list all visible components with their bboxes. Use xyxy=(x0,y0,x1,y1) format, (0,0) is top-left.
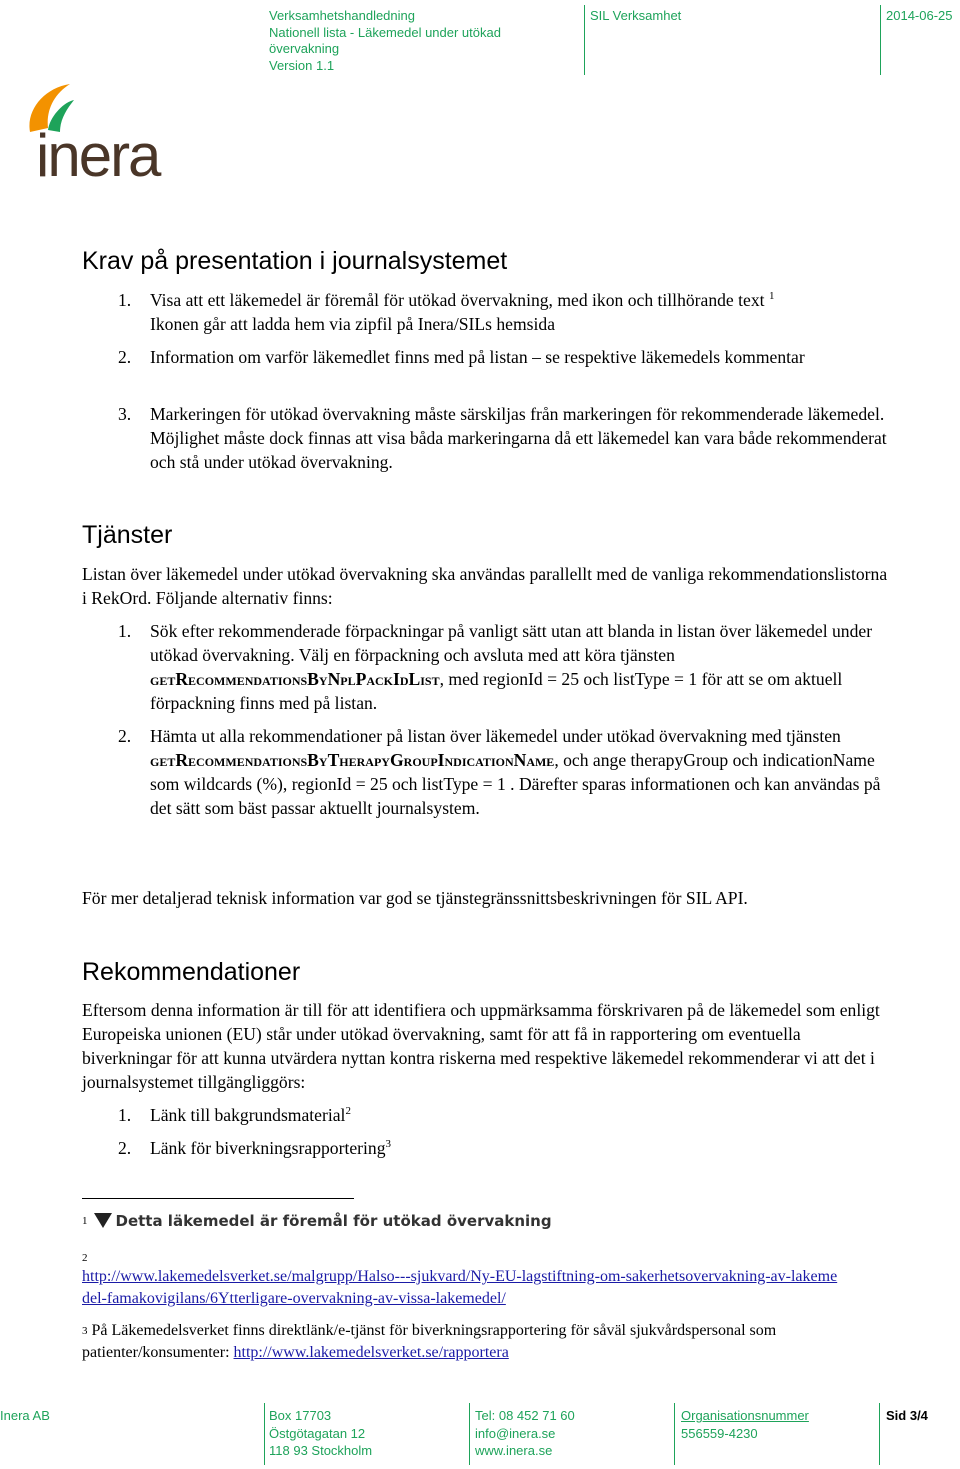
services-intro: Listan över läkemedel under utökad övervakning ska användas parallellt med de vanliga rekommendationslistorna i RekOrd. Följande alternativ finns: xyxy=(82,564,888,608)
black-triangle-icon xyxy=(94,1213,112,1228)
footer-divider xyxy=(469,1403,470,1465)
header-doc-info xyxy=(269,8,569,74)
api-name: getRecommendationsByNplPackIdList xyxy=(150,669,440,689)
recommendations-intro: Eftersom denna information är till för att identifiera och uppmärksamma förskrivaren på de läkemedel som enligt Europeiska unionen (EU) står under utökad övervakning, samt för att få in rapportering om eventuella biverkningar för att kunna utvärdera nyttan kontra riskerna med respektive läkemedel rekommenderar vi att det i journalsystemet tillgängliggörs: xyxy=(82,1000,880,1092)
footnote-2: 2 http://www.lakemedelsverket.se/malgrupp/Halso---sjukvard/Ny-EU-lagstiftning-om-sakerhetsovervakning-av-lakemedel-famakovigilans/6Ytterligare-overvakning-av-vissa-lakemedel/ xyxy=(82,1250,902,1310)
footer-company: Inera AB xyxy=(0,1408,50,1423)
footnote-3: $^3$ På Läkemedelsverket finns direktlänk/e-tjänst för biverkningsrapportering för såväl sjukvårdspersonal som patienter/konsumenter: http://www.lakemedelsverket.se/rapportera xyxy=(82,1322,777,1361)
heading-presentation-requirements: Krav på presentation i journalsystemet xyxy=(82,247,508,275)
header-org: SIL Verksamhet xyxy=(590,8,682,23)
list-item: 1. Länk till bakgrundsmaterial$^2$ xyxy=(118,1105,351,1125)
footnote-ref: 2 xyxy=(345,1105,351,1118)
heading-services: Tjänster xyxy=(82,521,173,549)
footnote-separator xyxy=(82,1198,354,1199)
header-doc-type: Verksamhetshandledning xyxy=(269,8,415,23)
list-item: 2. Information om varför läkemedlet finns med på listan – se respektive läkemedels kommentar xyxy=(118,347,805,367)
footnote-ref: 1 xyxy=(768,290,775,303)
header-divider xyxy=(880,5,881,75)
technical-info-note: För mer detaljerad teknisk information var god se tjänstegränssnittsbeskrivningen för SIL API. xyxy=(82,888,748,908)
list-item: 2. Länk för biverkningsrapportering$^3$ xyxy=(118,1138,391,1158)
page-number: Sid 3/4 xyxy=(886,1408,928,1423)
footer-divider xyxy=(674,1403,675,1465)
adverse-reporting-link[interactable]: http://www.lakemedelsverket.se/rapportera xyxy=(233,1344,509,1361)
footnote-ref: 3 xyxy=(385,1138,391,1151)
logo-wordmark: inera xyxy=(36,122,160,180)
footer-contact: Tel: 08 452 71 60 info@inera.se www.inera.se xyxy=(475,1408,575,1458)
email-link[interactable]: info@inera.se xyxy=(475,1425,556,1441)
list-item: 1. Visa att ett läkemedel är föremål för utökad övervakning, med ikon och tillhörande text $^1$ Ikonen går att ladda hem via zipfil på Inera/SILs hemsida xyxy=(118,290,775,334)
api-name: getRecommendationsByTherapyGroupIndicationName xyxy=(150,750,555,770)
header-divider xyxy=(584,5,585,75)
footer-divider xyxy=(879,1403,880,1465)
header-date: 2014-06-25 xyxy=(886,8,953,23)
heading-recommendations: Rekommendationer xyxy=(82,958,301,986)
background-material-link[interactable]: http://www.lakemedelsverket.se/malgrupp/Halso---sjukvard/Ny-EU-lagstiftning-om-sakerhetsovervakning-av-lakemedel-famakovigilans/6Ytterligare-overvakning-av-vissa-lakemedel/ xyxy=(82,1268,838,1307)
list-item: 1. Sök efter rekommenderade förpackningar på vanligt sätt utan att blanda in listan över läkemedel under utökad övervakning. Välj en förpackning och avsluta med att köra tjänsten getRecommendationsByNplPackIdList, med regionId = 25 och listType = 1 för att se om aktuell förpackning finns med på listan. xyxy=(118,621,873,713)
footer-address: Box 17703 Östgötagatan 12 118 93 Stockholm xyxy=(269,1408,373,1458)
header-version: Version 1.1 xyxy=(269,57,335,73)
list-item: 2. Hämta ut alla rekommendationer på listan över läkemedel under utökad övervakning med tjänsten getRecommendationsByTherapyGroupIndicationName, och ange therapyGroup och indicationName som wildcards (%), regionId = 25 och listType = 1 . Därefter sparas informationen och kan användas på det sätt som bäst passar aktuellt journalsystem. xyxy=(118,726,881,818)
header-doc-title: Nationell lista - Läkemedel under utökad övervakning xyxy=(269,24,501,56)
footer-divider xyxy=(264,1403,265,1465)
website-link[interactable]: www.inera.se xyxy=(475,1443,553,1458)
footnote-1: $^1$ Detta läkemedel är föremål för utökad övervakning xyxy=(82,1212,552,1230)
inera-logo xyxy=(24,80,186,180)
list-item: 3. Markeringen för utökad övervakning måste särskiljas från markeringen för rekommenderade läkemedel. Möjlighet måste dock finnas att visa båda markeringarna då ett läkemedel kan vara både rekommenderat och stå under utökad övervakning. xyxy=(118,404,887,472)
footer-orgnr: Organisationsnummer 556559-4230 xyxy=(681,1408,809,1441)
